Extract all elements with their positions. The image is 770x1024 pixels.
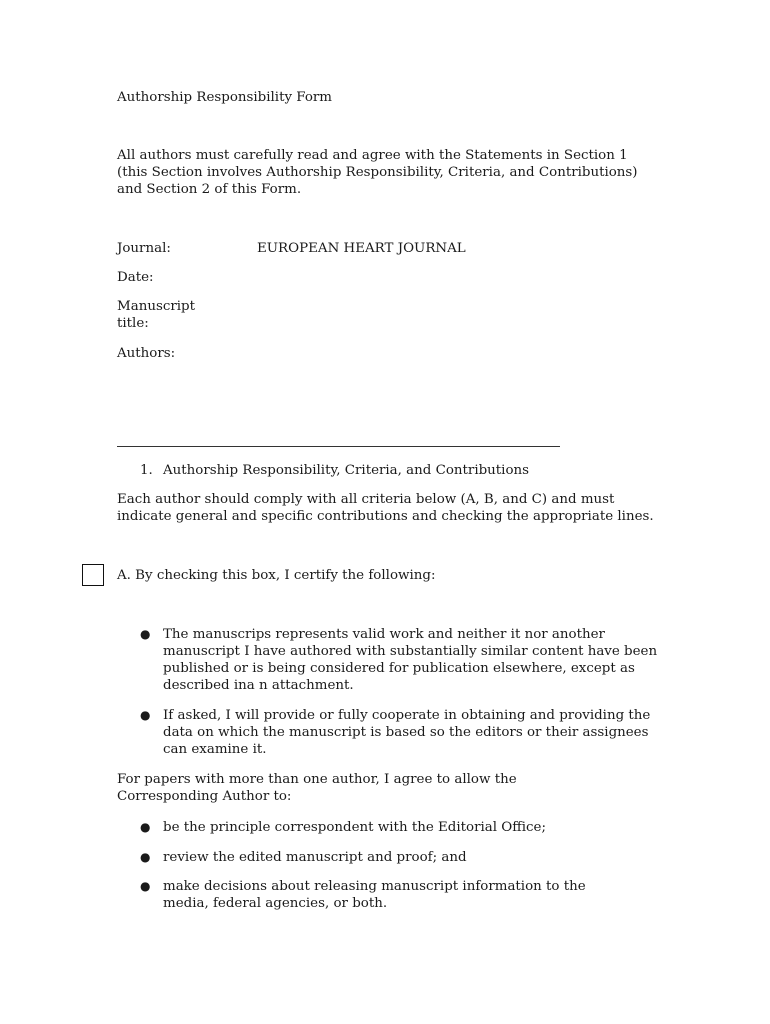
corresponding-item: be the principle correspondent with the Editorial Office; [163, 820, 546, 835]
form-intro: All authors must carefully read and agree with the Statements in Section 1 (this Section involves Authorship Responsibility, Criteria, and Contributions) and Section 2 of this Form. [117, 148, 638, 197]
corresponding-item: review the edited manuscript and proof; and [163, 850, 467, 865]
bullet-icon: ● [140, 850, 151, 864]
section1-intro: Each author should comply with all criteria below (A, B, and C) and must indicate general and specific contributions and checking the appropriate lines. [117, 492, 654, 524]
certify-item: The manuscrips represents valid work and neither it nor another manuscript I have authored with substantially similar content have been published or is being considered for publication elsewhere, except as described ina n attachment. [163, 627, 658, 693]
journal-value: EUROPEAN HEART JOURNAL [257, 241, 466, 256]
certify-item: If asked, I will provide or fully cooperate in obtaining and providing the data on which the manuscript is based so the editors or their assignees can examine it. [163, 708, 651, 757]
bullet-icon: ● [140, 820, 151, 834]
section1-heading: Authorship Responsibility, Criteria, and Contributions [163, 463, 530, 478]
date-label: Date: [117, 270, 154, 285]
form-title: Authorship Responsibility Form [117, 90, 333, 105]
section1-number: 1. [140, 463, 153, 478]
corresponding-intro: For papers with more than one author, I agree to allow the Corresponding Author to: [117, 772, 517, 804]
bullet-icon: ● [140, 879, 151, 893]
certify-a-checkbox[interactable] [82, 564, 104, 586]
manuscript-title-label: Manuscript title: [117, 299, 195, 331]
bullet-icon: ● [140, 708, 151, 722]
certify-a-label: A. By checking this box, I certify the following: [117, 568, 436, 583]
corresponding-item: make decisions about releasing manuscript information to the media, federal agencies, or both. [163, 879, 586, 911]
bullet-icon: ● [140, 627, 151, 641]
section-divider [117, 446, 560, 447]
authors-label: Authors: [117, 346, 176, 361]
journal-label: Journal: [117, 241, 171, 256]
